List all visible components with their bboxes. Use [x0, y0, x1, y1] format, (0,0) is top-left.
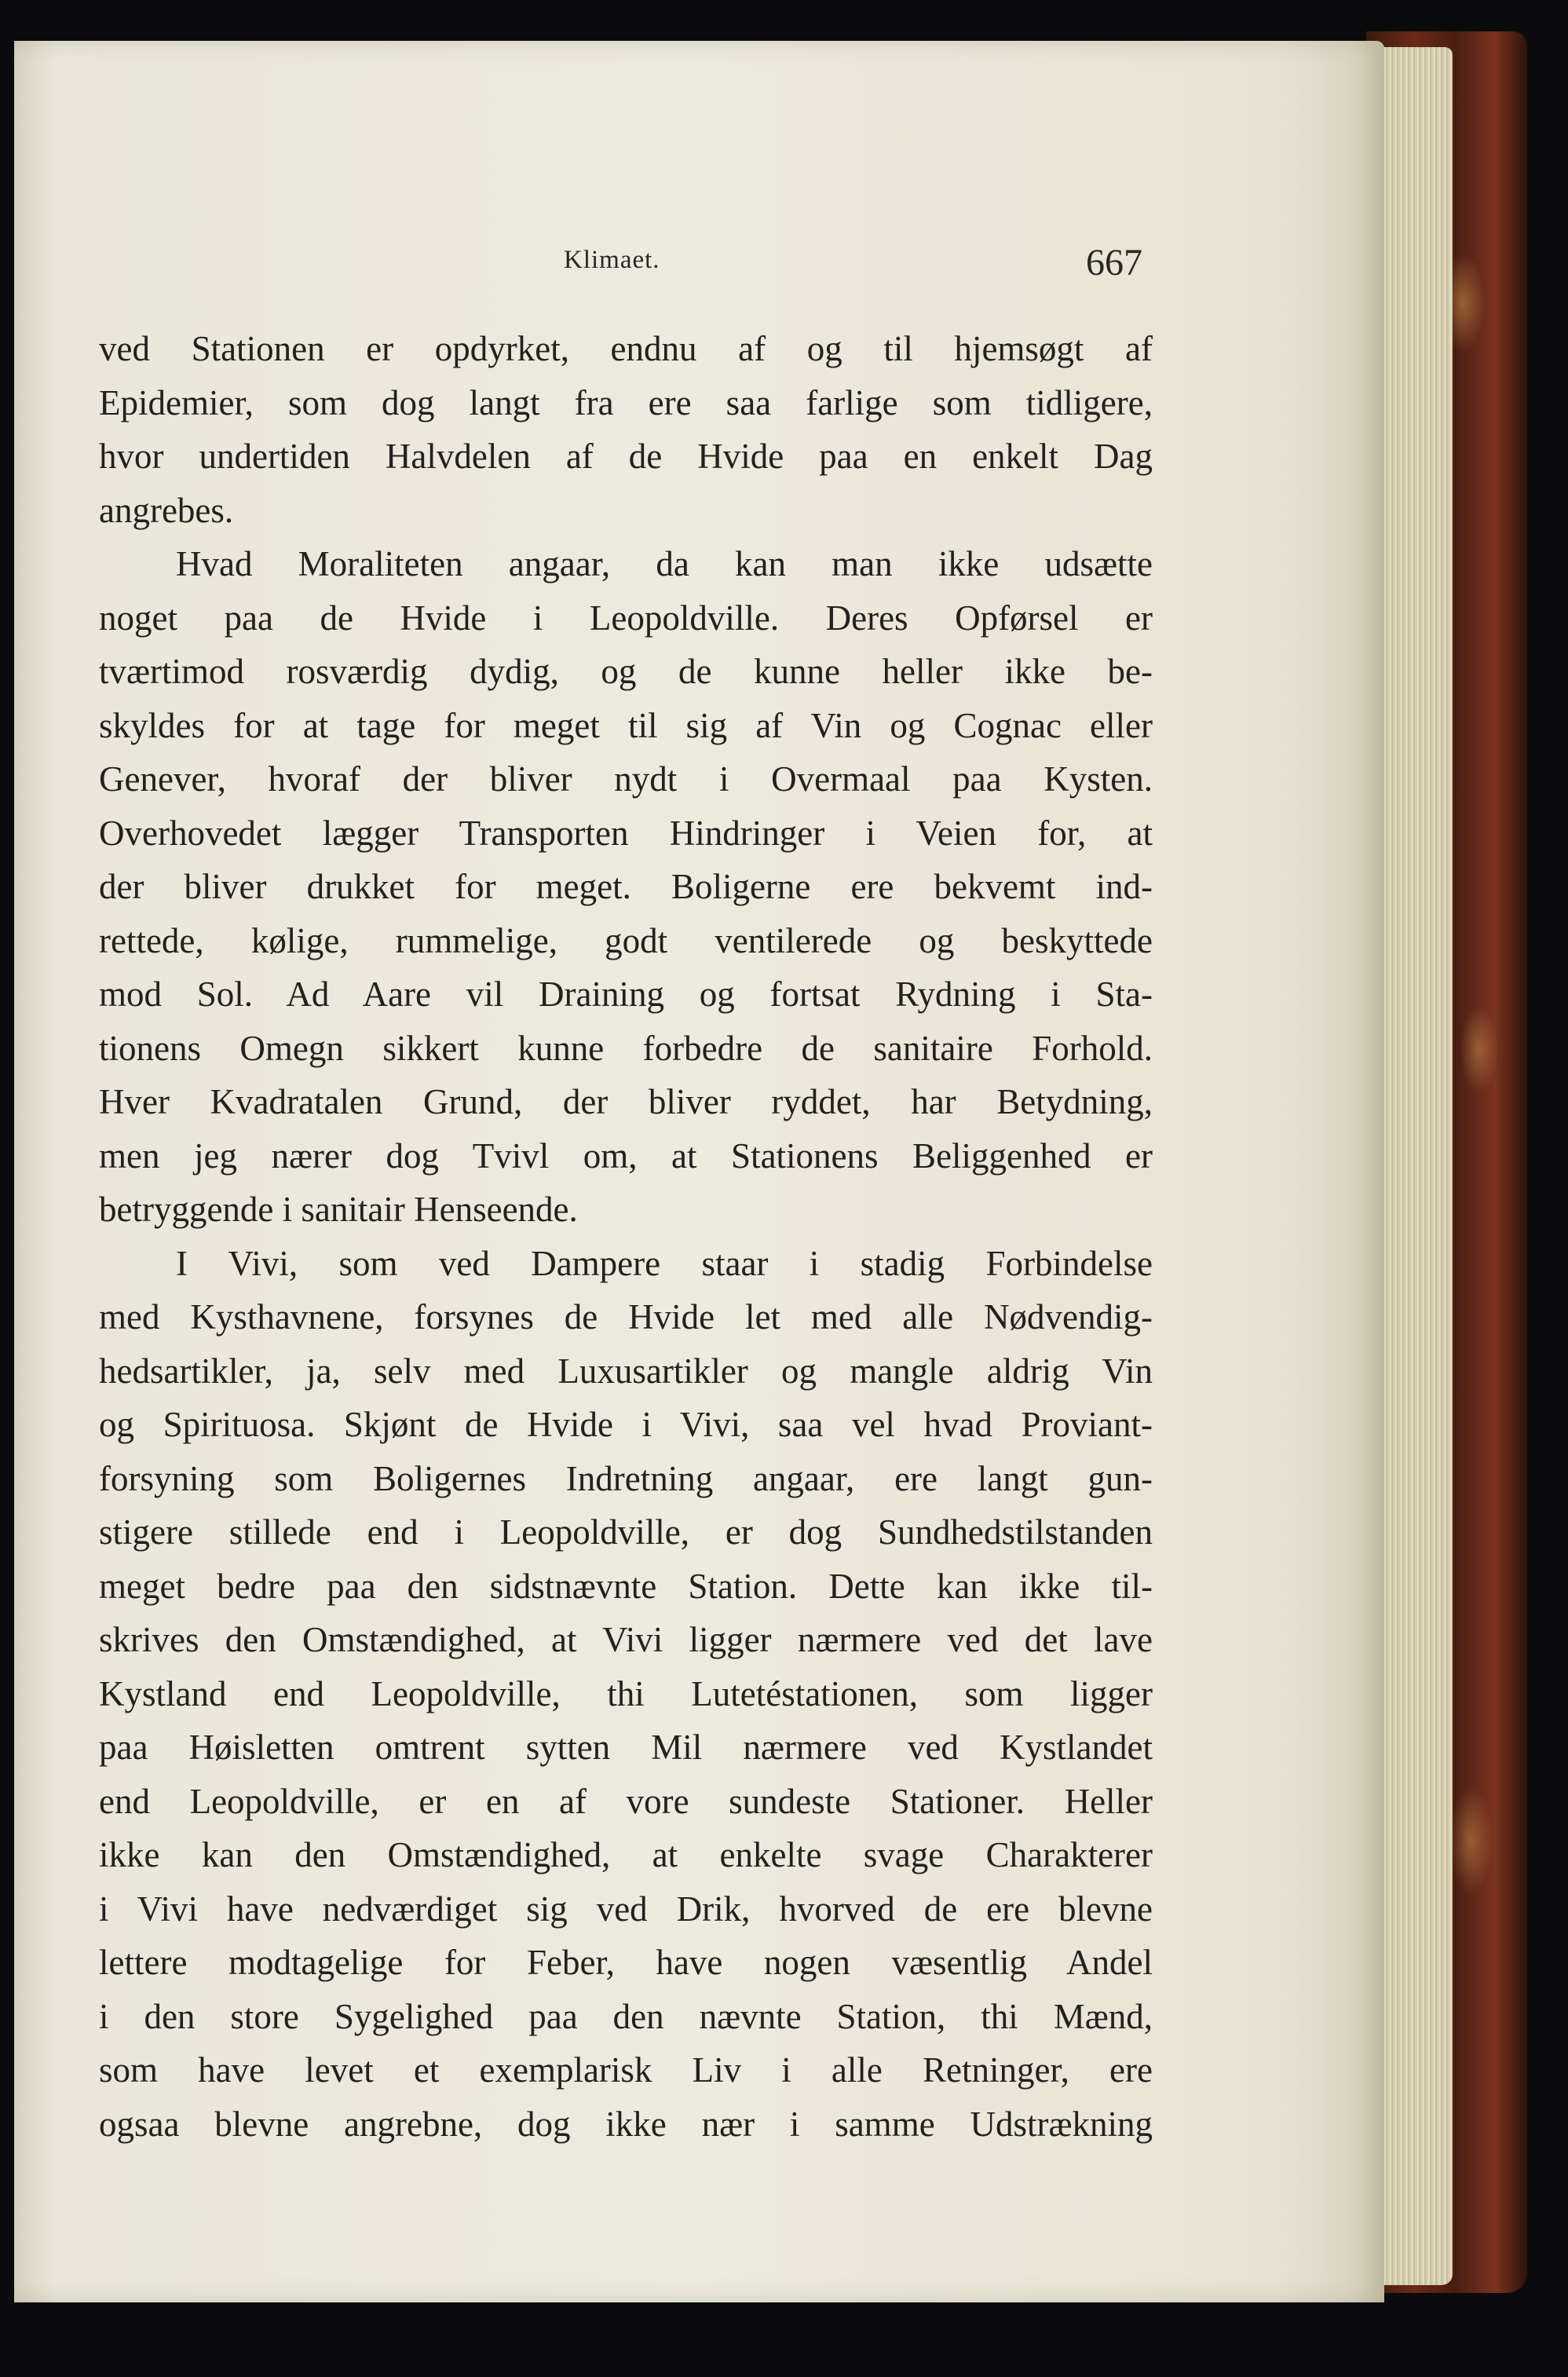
text-line: skyldes for at tage for meget til sig af Vin og Cognac eller — [99, 705, 1153, 745]
page-number: 667 — [1086, 242, 1142, 283]
text-line: ogsaa blevne angrebne, dog ikke nær i samme Udstrækning — [99, 2104, 1153, 2144]
text-line: paa Høisletten omtrent sytten Mil nærmere ved Kystlandet — [99, 1728, 1153, 1767]
text-line: angrebes. — [99, 490, 234, 530]
body-text — [99, 322, 1153, 2151]
text-line: Genever, hvoraf der bliver nydt i Overmaal paa Kysten. — [99, 759, 1153, 799]
text-line: rettede, kølige, rummelige, godt ventilerede og beskyttede — [99, 920, 1153, 960]
text-line: Hvad Moraliteten angaar, da kan man ikke udsætte — [176, 544, 1153, 583]
text-line: som have levet et exemplarisk Liv i alle Retninger, ere — [99, 2050, 1153, 2090]
text-line: Overhovedet lægger Transporten Hindringer i Veien for, at — [99, 813, 1153, 853]
text-line: Epidemier, som dog langt fra ere saa farlige som tidligere, — [99, 382, 1153, 422]
text-line: i den store Sygelighed paa den nævnte Station, thi Mænd, — [99, 1996, 1153, 2036]
text-line: tværtimod rosværdig dydig, og de kunne heller ikke be- — [99, 652, 1153, 691]
text-line: Hver Kvadratalen Grund, der bliver ryddet, har Betydning, — [99, 1082, 1153, 1121]
text-line: med Kysthavnene, forsynes de Hvide let med alle Nødvendig- — [99, 1297, 1153, 1337]
text-line: hedsartikler, ja, selv med Luxusartikler og mangle aldrig Vin — [99, 1351, 1153, 1391]
page-header — [14, 241, 1384, 288]
text-line: mod Sol. Ad Aare vil Draining og fortsat Rydning i Sta- — [99, 975, 1153, 1014]
text-line: der bliver drukket for meget. Boligerne ere bekvemt ind- — [99, 867, 1153, 906]
running-title: Klimaet. — [564, 246, 660, 274]
text-line: Kystland end Leopoldville, thi Lutetéstationen, som ligger — [99, 1673, 1153, 1713]
text-line: ikke kan den Omstændighed, at enkelte svage Charakterer — [99, 1835, 1153, 1874]
text-line: lettere modtagelige for Feber, have nogen væsentlig Andel — [99, 1943, 1153, 1982]
text-line: i Vivi have nedværdiget sig ved Drik, hvorved de ere blevne — [99, 1889, 1153, 1929]
text-line: tionens Omegn sikkert kunne forbedre de sanitaire Forhold. — [99, 1028, 1153, 1068]
text-line: ved Stationen er opdyrket, endnu af og til hjemsøgt af — [99, 329, 1153, 368]
text-line: betryggende i sanitair Henseende. — [99, 1190, 578, 1229]
text-line: men jeg nærer dog Tvivl om, at Stationens Beliggenhed er — [99, 1135, 1153, 1176]
text-line: meget bedre paa den sidstnævnte Station. Dette kan ikke til- — [99, 1566, 1153, 1606]
text-line: end Leopoldville, er en af vore sundeste Stationer. Heller — [99, 1781, 1153, 1821]
text-line: forsyning som Boligernes Indretning angaar, ere langt gun- — [99, 1458, 1153, 1498]
text-line: skrives den Omstændighed, at Vivi ligger nærmere ved det lave — [99, 1620, 1153, 1659]
text-line: og Spirituosa. Skjønt de Hvide i Vivi, saa vel hvad Proviant- — [99, 1405, 1153, 1444]
book-page — [14, 41, 1384, 2302]
text-line: I Vivi, som ved Dampere staar i stadig Forbindelse — [176, 1243, 1153, 1283]
text-line: noget paa de Hvide i Leopoldville. Deres Opførsel er — [99, 598, 1153, 638]
text-line: hvor undertiden Halvdelen af de Hvide paa en enkelt Dag — [99, 437, 1153, 476]
text-line: stigere stillede end i Leopoldville, er dog Sundhedstilstanden — [99, 1512, 1153, 1552]
